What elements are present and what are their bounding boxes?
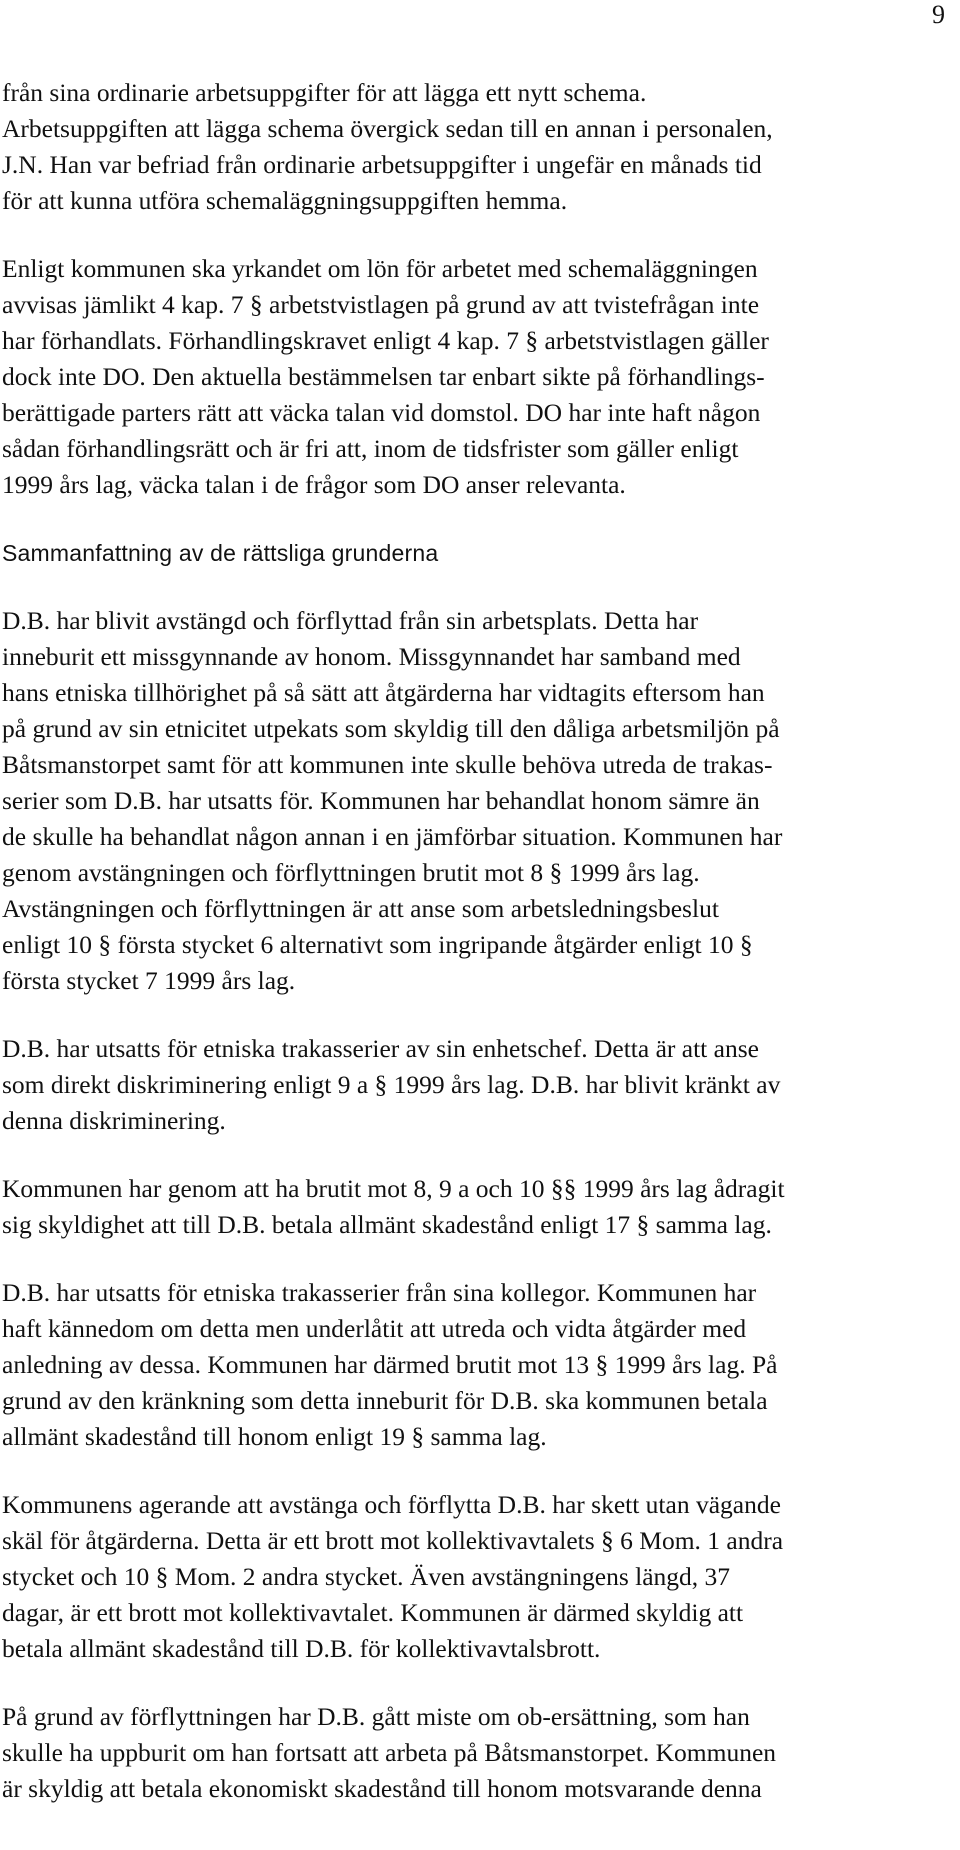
section-heading: Sammanfattning av de rättsliga grunderna — [2, 540, 439, 566]
text-line: berättigade parters rätt att väcka talan vid domstol. DO har inte haft någon — [2, 398, 761, 427]
text-line: är skyldig att betala ekonomiskt skadestånd till honom motsvarande denna — [2, 1774, 762, 1803]
text-line: som direkt diskriminering enligt 9 a § 1999 års lag. D.B. har blivit kränkt av — [2, 1070, 781, 1099]
text-line: Kommunens agerande att avstänga och förflytta D.B. har skett utan vägande — [2, 1490, 781, 1519]
text-line: haft kännedom om detta men underlåtit att utreda och vidta åtgärder med — [2, 1314, 747, 1343]
text-line: skäl för åtgärderna. Detta är ett brott mot kollektivavtalets § 6 Mom. 1 andra — [2, 1526, 784, 1555]
text-line: första stycket 7 1999 års lag. — [2, 966, 296, 995]
text-line: Avstängningen och förflyttningen är att anse som arbetsledningsbeslut — [2, 894, 719, 923]
text-line: har förhandlats. Förhandlingskravet enligt 4 kap. 7 § arbetstvistlagen gäller — [2, 326, 769, 355]
text-line: på grund av sin etnicitet utpekats som skyldig till den dåliga arbetsmiljön på — [2, 714, 780, 743]
text-line: serier som D.B. har utsatts för. Kommunen har behandlat honom sämre än — [2, 786, 760, 815]
text-line: sig skyldighet att till D.B. betala allmänt skadestånd enligt 17 § samma lag. — [2, 1210, 772, 1239]
text-line: sådan förhandlingsrätt och är fri att, inom de tidsfrister som gäller enligt — [2, 434, 739, 463]
text-line: dock inte DO. Den aktuella bestämmelsen tar enbart sikte på förhandlings- — [2, 362, 765, 391]
text-line: J.N. Han var befriad från ordinarie arbetsuppgifter i ungefär en månads tid — [2, 150, 762, 179]
text-line: Kommunen har genom att ha brutit mot 8, 9 a och 10 §§ 1999 års lag ådragit — [2, 1174, 785, 1203]
text-line: grund av den kränkning som detta inneburit för D.B. ska kommunen betala — [2, 1386, 768, 1415]
text-line: Båtsmanstorpet samt för att kommunen inte skulle behöva utreda de trakas- — [2, 750, 773, 779]
text-line: de skulle ha behandlat någon annan i en jämförbar situation. Kommunen har — [2, 822, 783, 851]
text-line: stycket och 10 § Mom. 2 andra stycket. Även avstängningens längd, 37 — [2, 1562, 731, 1591]
page-number: 9 — [932, 0, 945, 29]
text-line: D.B. har utsatts för etniska trakasserier från sina kollegor. Kommunen har — [2, 1278, 757, 1307]
text-line: för att kunna utföra schemaläggningsuppgiften hemma. — [2, 186, 568, 215]
text-line: D.B. har utsatts för etniska trakasserier av sin enhetschef. Detta är att anse — [2, 1034, 759, 1063]
text-line: denna diskriminering. — [2, 1106, 226, 1135]
text-line: Arbetsuppgiften att lägga schema övergick sedan till en annan i personalen, — [2, 114, 773, 143]
text-line: hans etniska tillhörighet på så sätt att åtgärderna har vidtagits eftersom han — [2, 678, 765, 707]
text-line: allmänt skadestånd till honom enligt 19 § samma lag. — [2, 1422, 547, 1451]
text-line: På grund av förflyttningen har D.B. gått miste om ob-ersättning, som han — [2, 1702, 750, 1731]
text-line: dagar, är ett brott mot kollektivavtalet. Kommunen är därmed skyldig att — [2, 1598, 744, 1627]
text-line: inneburit ett missgynnande av honom. Missgynnandet har samband med — [2, 642, 741, 671]
text-line: Enligt kommunen ska yrkandet om lön för arbetet med schemaläggningen — [2, 254, 758, 283]
text-line: genom avstängningen och förflyttningen brutit mot 8 § 1999 års lag. — [2, 858, 700, 887]
text-line: anledning av dessa. Kommunen har därmed brutit mot 13 § 1999 års lag. På — [2, 1350, 778, 1379]
text-line: D.B. har blivit avstängd och förflyttad från sin arbetsplats. Detta har — [2, 606, 699, 635]
text-line: 1999 års lag, väcka talan i de frågor som DO anser relevanta. — [2, 470, 626, 499]
text-line: betala allmänt skadestånd till D.B. för kollektivavtalsbrott. — [2, 1634, 601, 1663]
text-line: enligt 10 § första stycket 6 alternativt som ingripande åtgärder enligt 10 § — [2, 930, 753, 959]
text-line: skulle ha uppburit om han fortsatt att arbeta på Båtsmanstorpet. Kommunen — [2, 1738, 777, 1767]
text-line: avvisas jämlikt 4 kap. 7 § arbetstvistlagen på grund av att tvistefrågan inte — [2, 290, 760, 319]
text-line: från sina ordinarie arbetsuppgifter för att lägga ett nytt schema. — [2, 78, 647, 107]
